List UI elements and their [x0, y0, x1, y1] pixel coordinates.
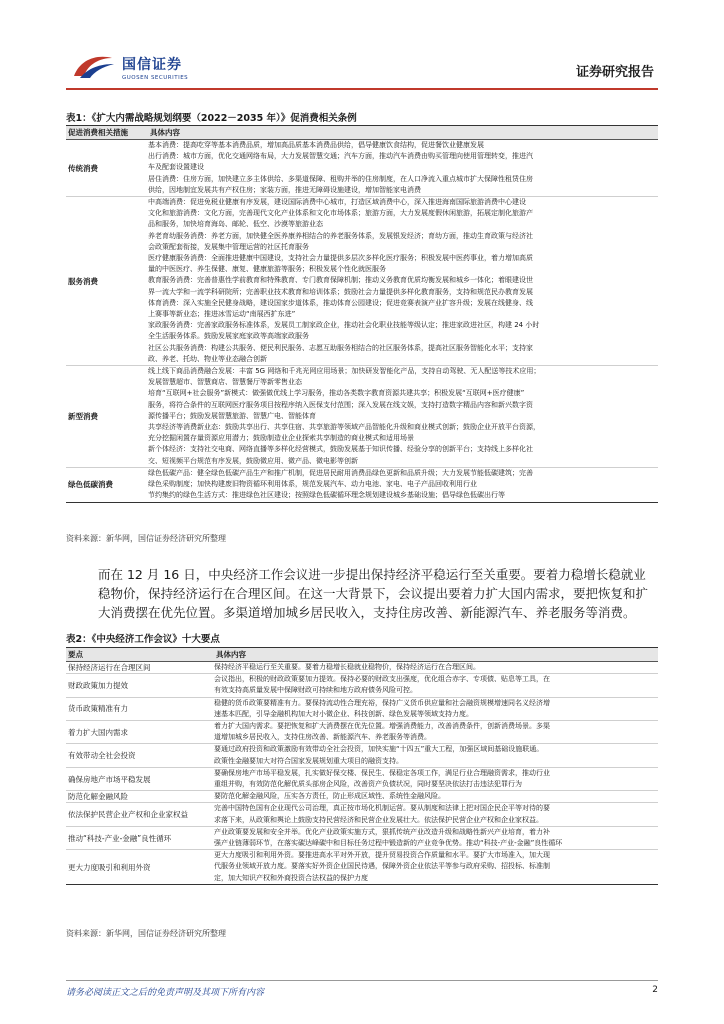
row-content [214, 662, 658, 673]
content-line: 定，加大知识产权和外商投资合法权益的保护力度 [214, 873, 368, 882]
row-content [214, 791, 658, 802]
row-content [214, 744, 658, 766]
table-row [66, 468, 658, 502]
row-content [214, 721, 658, 743]
content-line: 道增加城乡居民收入，支持住房改善、新能源汽车、养老服务等消费。 [214, 733, 431, 742]
content-line: 交、短视频平台规范有序发展，鼓励微应用、微产品、微电影等创新 [148, 456, 358, 465]
content-line: 居住消费：住房方面，加快建立多主体供给、多渠道保障、租购并举的住房制度，在人口净流入重点城市扩大保障性租赁住房 [148, 174, 533, 183]
table-row [66, 662, 658, 674]
row-label: 依法保护民营企业产权和企业家权益 [68, 810, 188, 820]
row-label: 更大力度吸引和利用外资 [68, 862, 151, 872]
content-line: 保持经济平稳运行至关重要。要着力稳增长稳就业稳物价，保持经济运行在合理区间。 [214, 663, 480, 671]
table-row [66, 850, 658, 884]
content-line: 中高端消费：促进免税业健康有序发展，建设国际消费中心城市，打造区域消费中心，深入推进海南国际旅游消费中心建设 [148, 198, 526, 207]
row-label: 确保房地产市场平稳发展 [68, 774, 151, 784]
content-line: 社区公共服务消费：构建公共服务、便民利民服务、志愿互助服务相结合的社区服务体系，提高社区服务智能化水平；支持家 [148, 343, 533, 352]
guosen-logo-icon [70, 52, 116, 82]
table1-title: 表1：《扩大内需战略规划纲要（2022－2035 年）》促消费相关条例 [66, 113, 357, 124]
content-line: 车及配套设置建设 [148, 163, 204, 172]
table2-header [66, 648, 658, 662]
content-line: 上赛事等新业态；推进冰雪运动“南展西扩东进” [148, 310, 296, 319]
content-line: 更大力度吸引和利用外资。要推进高水平对外开放，提升贸易投资合作质量和水平。要扩大市场准入，加大现 [214, 851, 550, 860]
row-label: 货币政策精准有力 [68, 704, 128, 714]
content-line: 政、养老、托幼、物业等业态融合创新 [148, 354, 267, 363]
row-label: 保持经济运行在合理区间 [68, 663, 151, 673]
row-content [214, 803, 658, 825]
content-line: 全生活服务体系。鼓励发展家庭家政等高端家政服务 [148, 332, 309, 341]
page-number: 2 [652, 985, 658, 995]
report-type-title: 证券研究报告 [575, 65, 654, 80]
row-label: 财政政策加力提效 [68, 680, 128, 690]
row-content [214, 674, 658, 696]
content-line: 会政策配套衔接，发展集中管理运营的社区托育服务 [148, 242, 309, 251]
row-content [148, 197, 658, 365]
content-line: 产业政策要发展和安全并举。优化产业政策实施方式，狠抓传统产业改造升级和战略性新兴产业培育，着力补 [214, 827, 550, 836]
disclaimer-note: 请务必阅读正文之后的免责声明及其项下所有内容 [66, 988, 265, 998]
content-line: 家政服务消费：完善家政服务标准体系，发展员工制家政企业，推动社会化职业技能等级认定；推进家政进社区，构建 24 小时 [148, 321, 540, 330]
table2 [66, 647, 658, 885]
row-content [214, 827, 658, 849]
content-line: 养老育幼服务消费：养老方面，加快健全医养康养相结合的养老服务体系，发展银发经济；育幼方面，推动生育政策与经济社 [148, 231, 533, 240]
content-line: 体育消费：深入实施全民健身战略，建设国家步道体系，推动体育公园建设；促进竞赛表演产业扩容升级；发展在线健身、线 [148, 298, 533, 307]
table-row [66, 768, 658, 791]
row-label: 着力扩大国内需求 [68, 727, 128, 737]
table2-col-point: 要点 [68, 650, 83, 659]
table-row [66, 674, 658, 697]
row-content [148, 468, 658, 502]
row-label: 推动“科技-产业-金融”良性循环 [68, 833, 172, 843]
logo-name-cn: 国信证券 [122, 56, 182, 73]
table-row [66, 721, 658, 744]
content-line: 绿色采购制度；加快构建废旧物资循环利用体系，规范发展汽车、动力电池、家电、电子产品回收利用行业 [148, 480, 477, 489]
content-line: 要通过政府投资和政策激励有效带动全社会投资，加快实施“十四五”重大工程，加强区域间基础设施联通。 [214, 745, 544, 754]
content-line: 发展智慧超市、智慧商店、智慧餐厅等新零售业态 [148, 378, 302, 387]
content-line: 着力扩大国内需求。要把恢复和扩大消费摆在优先位置。增强消费能力，改善消费条件，创新消费场景。多渠 [214, 722, 550, 731]
row-label: 防范化解金融风险 [68, 792, 128, 802]
content-line: 完善中国特色国有企业现代公司治理，真正按市场化机制运营。要从制度和法律上把对国企民企平等对待的要 [214, 804, 550, 813]
table-row [66, 827, 658, 850]
table1-header [66, 126, 658, 140]
content-line: 医疗健康服务消费：全面推进健康中国建设，支持社会力量提供多层次多样化医疗服务；积极发展中医药事业，着力增加高质 [148, 254, 533, 263]
table2-col-content: 具体内容 [216, 650, 246, 659]
row-label: 有效带动全社会投资 [68, 751, 136, 761]
header-divider [66, 88, 658, 90]
content-line: 稳健的货币政策要精准有力。要保持流动性合理充裕，保持广义货币供应量和社会融资规模增速同名义经济增 [214, 698, 550, 707]
content-line: 速基本匹配，引导金融机构加大对小微企业、科技创新、绿色发展等领域支持力度。 [214, 709, 473, 718]
table1-col-content: 具体内容 [150, 128, 180, 137]
row-label: 新型消费 [68, 411, 98, 421]
logo-name-en: GUOSEN SECURITIES [122, 74, 189, 81]
content-line: 绿色低碳产品：健全绿色低碳产品生产和推广机制，促进居民耐用消费品绿色更新和品质升级；大力发展节能低碳建筑；完善 [148, 468, 533, 477]
table-row [66, 803, 658, 826]
table2-source: 资料来源：新华网，国信证券经济研究所整理 [66, 929, 226, 938]
row-content [148, 366, 658, 467]
content-line: 文化和旅游消费：文化方面，完善现代文化产业体系和文化市场体系；旅游方面，大力发展度假休闲旅游，拓展定制化旅游产 [148, 209, 533, 218]
table-row [66, 366, 658, 468]
table-row [66, 791, 658, 803]
row-content [214, 850, 658, 884]
content-line: 源传播平台；鼓励发展智慧旅游、智慧广电、智能体育 [148, 411, 316, 420]
table-row [66, 140, 658, 197]
content-line: 基本消费：提高吃穿等基本消费品质，增加高品质基本消费品供给，倡导健康饮食结构，促进餐饮业健康发展 [148, 141, 484, 149]
table-row [66, 698, 658, 721]
body-paragraph: 而在 12 月 16 日，中央经济工作会议进一步提出保持经济平稳运行至关重要。要着力稳增长稳就业稳物价，保持经济运行在合理区间。在这一大背景下，会议提出要着力扩大国内需求，要把恢复和扩大消费摆在优先位置。多渠道增加城乡居民收入，支持住房改善、新能源汽车、养老服务等消费。 [98, 567, 649, 620]
content-line: 强产业链薄弱环节，在落实碳达峰碳中和目标任务过程中锻造新的产业竞争优势。推动“科技-产业-金融”良性循环 [214, 839, 563, 848]
table1 [66, 125, 658, 503]
brand-logo [70, 52, 188, 82]
content-line: 新个体经济：支持社交电商、网络直播等多样化经营模式，鼓励发展基于知识传播、经验分享的创新平台；支持线上多样化社 [148, 445, 533, 454]
row-label: 服务消费 [68, 276, 98, 286]
content-line: 量的中医医疗、养生保健、康复、健康旅游等服务；积极发展个性化就医服务 [148, 265, 386, 274]
content-line: 供给，因地制宜发展共有产权住房；家装方面，推进无障碍设施建设，增加智能家电消费 [148, 185, 421, 194]
table-row [66, 197, 658, 366]
content-line: 政策性金融要加大对符合国家发展规划重大项目的融资支持。 [214, 756, 403, 765]
content-line: 求落下来，从政策和舆论上鼓励支持民营经济和民营企业发展壮大。依法保护民营企业产权和企业家权益。 [214, 815, 543, 824]
row-content [214, 698, 658, 720]
content-line: 线上线下商品消费融合发展：丰富 5G 网络和千兆光网应用场景；加快研发智能化产品，支持自动驾驶、无人配送等技术应用； [148, 367, 541, 376]
content-line: 会议指出，积极的财政政策要加力提效。保持必要的财政支出强度，优化组合赤字、专项债、贴息等工具，在 [214, 675, 550, 684]
content-line: 服务，将符合条件的互联网医疗服务项目按程序纳入医保支付范围；深入发展在线文娱，支持打造数字精品内容和新兴数字资 [148, 400, 533, 409]
content-line: 充分挖掘闲置存量资源应用潜力；鼓励制造业企业探索共享制造的商业模式和适用场景 [148, 434, 414, 443]
content-line: 代服务业领域开放力度。要落实好外资企业国民待遇，保障外资企业依法平等参与政府采购、招投标、标准制 [214, 862, 550, 871]
content-line: 出行消费：城市方面，优化交通网络布局，大力发展智慧交通；汽车方面，推动汽车消费由购买管理向使用管理转变，推进汽 [148, 152, 533, 161]
content-line: 共享经济等消费新业态：鼓励共享出行、共享住宿、共享旅游等领域产品智能化升级和商业模式创新；鼓励企业开放平台资源， [148, 423, 540, 432]
content-line: 品和服务，加快培育海岛、邮轮、低空、沙漠等旅游业态 [148, 220, 323, 229]
content-line: 培育“互联网+社会服务”新模式：做强做优线上学习服务，推动各类数字教育资源共建共享；积极发展“互联网+医疗健康” [148, 389, 525, 398]
table2-title: 表2：《中央经济工作会议》十大要点 [66, 634, 220, 645]
content-line: 界一流大学和一流学科研院所；完善职业技术教育和培训体系；鼓励社会力量提供多样化教育服务，支持和规范民办教育发展 [148, 287, 533, 296]
content-line: 要确保房地产市场平稳发展，扎实做好保交楼、保民生、保稳定各项工作，满足行业合理融资需求，推动行业 [214, 768, 550, 777]
table1-col-measure: 促进消费相关措施 [68, 128, 128, 137]
row-label: 绿色低碳消费 [68, 480, 113, 490]
row-label: 传统消费 [68, 163, 98, 173]
row-content [148, 140, 658, 196]
table1-source: 资料来源：新华网，国信证券经济研究所整理 [66, 534, 226, 543]
row-content [214, 768, 658, 790]
content-line: 重组并购，有效防范化解优质头部房企风险，改善资产负债状况，同时要坚决依法打击违法犯罪行为 [214, 780, 522, 789]
content-line: 有效支持高质量发展中保障财政可持续和地方政府债务风险可控。 [214, 686, 417, 695]
content-line: 教育服务消费：完善普惠性学前教育和特殊教育、专门教育保障机制；推动义务教育优质均衡发展和城乡一体化；着眼建设世 [148, 276, 533, 285]
table-row [66, 744, 658, 767]
content-line: 节约集约的绿色生活方式：推进绿色社区建设；按照绿色低碳循环理念规划建设城乡基础设施；倡导绿色低碳出行等 [148, 491, 505, 500]
content-line: 要防范化解金融风险，压实各方责任，防止形成区域性、系统性金融风险。 [214, 792, 445, 801]
footer-divider [66, 980, 658, 981]
page-header [0, 0, 724, 92]
